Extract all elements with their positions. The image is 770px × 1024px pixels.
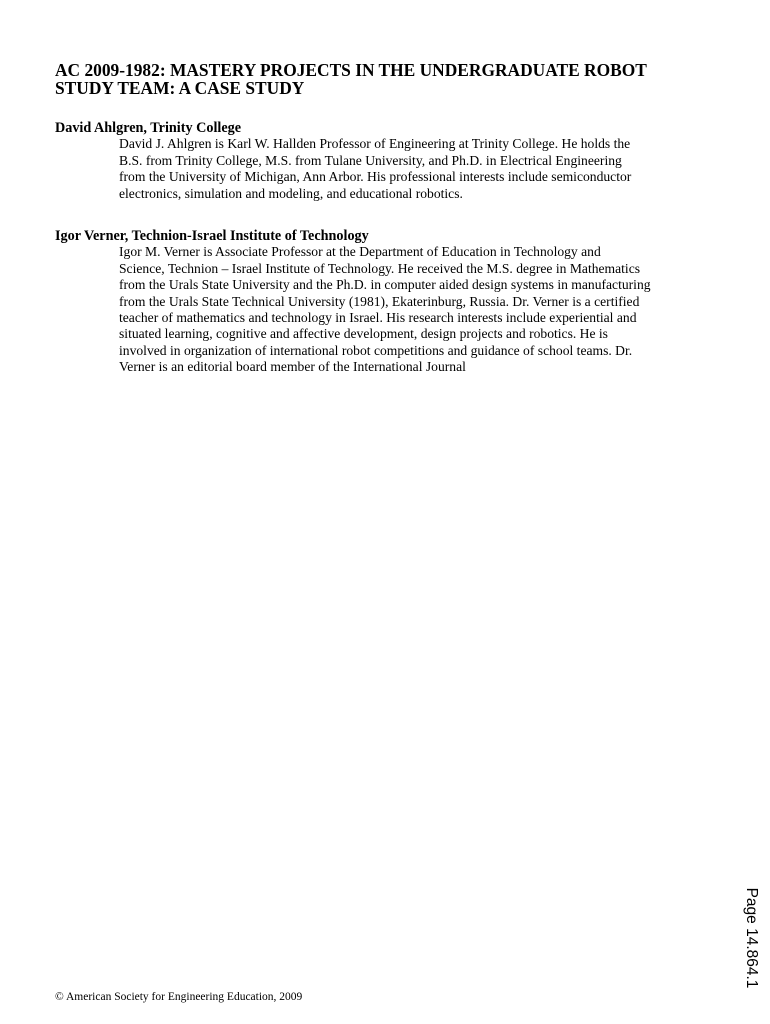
bio-line: from the Urals State University and the Ph.D. in computer aided design systems in manufacturing [119, 277, 651, 293]
author-bio [119, 136, 735, 202]
paper-title [55, 61, 695, 97]
bio-line: David J. Ahlgren is Karl W. Hallden Professor of Engineering at Trinity College. He holds the [119, 136, 631, 152]
author-block-verner [55, 228, 735, 376]
copyright-footer: © American Society for Engineering Education, 2009 [55, 991, 303, 1003]
bio-line: from the University of Michigan, Ann Arbor. His professional interests include semiconductor [119, 169, 632, 185]
author-bio [119, 244, 735, 375]
bio-line: Igor M. Verner is Associate Professor at the Department of Education in Technology and [119, 244, 601, 260]
bio-line: teacher of mathematics and technology in Israel. His research interests include experiential and [119, 310, 637, 326]
bio-line: electronics, simulation and modeling, and educational robotics. [119, 185, 463, 201]
bio-line: B.S. from Trinity College, M.S. from Tulane University, and Ph.D. in Electrical Engineering [119, 152, 622, 168]
title-line: STUDY TEAM: A CASE STUDY [55, 78, 305, 98]
title-line: AC 2009-1982: MASTERY PROJECTS IN THE UNDERGRADUATE ROBOT [55, 60, 647, 80]
bio-line: Verner is an editorial board member of the International Journal [119, 359, 466, 375]
author-heading: Igor Verner, Technion-Israel Institute of Technology [55, 228, 369, 244]
bio-line: from the Urals State Technical University (1981), Ekaterinburg, Russia. Dr. Verner is a certified [119, 293, 640, 309]
page-number: Page 14.864.1 [743, 887, 760, 989]
author-heading: David Ahlgren, Trinity College [55, 120, 242, 136]
bio-line: involved in organization of international robot competitions and guidance of school teams. Dr. [119, 342, 633, 358]
bio-line: Science, Technion – Israel Institute of Technology. He received the M.S. degree in Mathematics [119, 260, 641, 276]
author-block-ahlgren [55, 120, 735, 202]
bio-line: situated learning, cognitive and affective development, design projects and robotics. He is [119, 326, 608, 342]
